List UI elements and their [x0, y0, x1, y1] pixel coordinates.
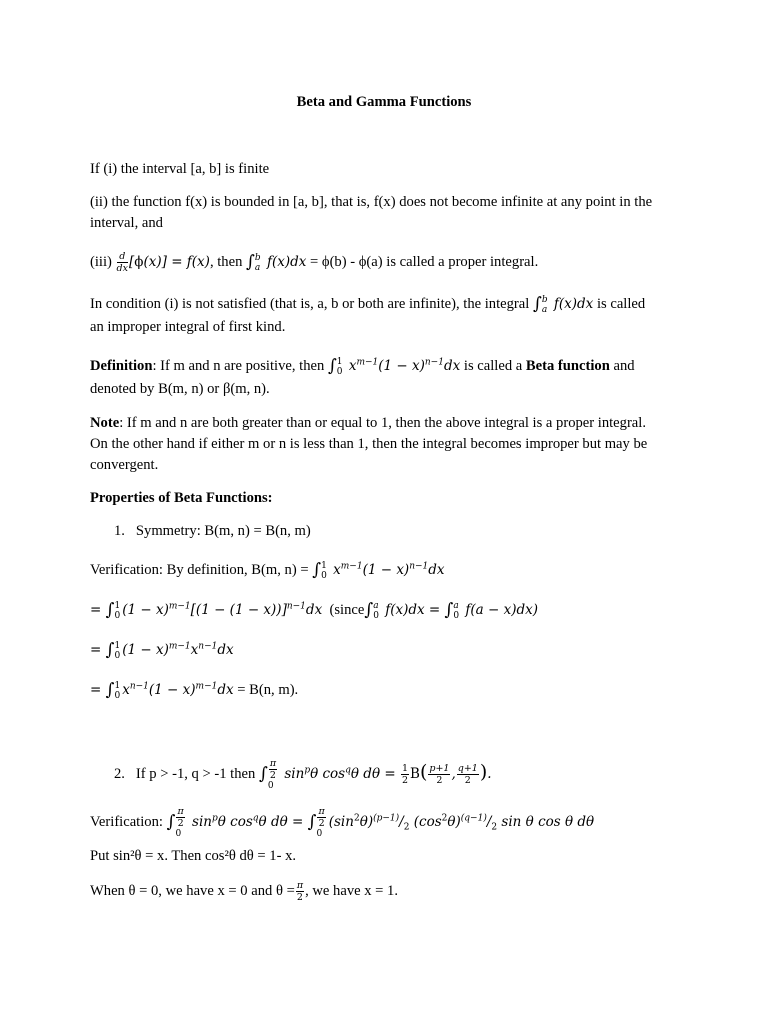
note-line-3: convergent.	[90, 457, 159, 473]
property-integral: ∫ a 0 f(x)dx = ∫ a 0 f(a − x)dx)	[364, 600, 539, 621]
verification-2: Verification: ∫ $\frac{\pi}{2}$ 0 $\sin^p\theta$ $\cos^q\theta$ dθ = ∫ $\frac{\pi}{2}$ 0 $(\sin^2\theta)^{(p-1)}/_2$ $(\cos^2\theta)^{(q-1)}/_2$ sin θ cos θ dθ	[90, 806, 595, 839]
when-line: When θ = 0, we have x = 0 and θ = $\frac{\pi}{2}$ , we have x = 1.	[90, 880, 399, 903]
since-label: (since	[329, 602, 365, 618]
derivative-formula: $\frac{d}{dx}$ [ϕ(x)] = f(x)	[116, 251, 210, 274]
page-title: Beta and Gamma Functions	[296, 94, 472, 110]
verification-1-line-1: Verification: By definition, B(m, n) = ∫ 1 0 $x^{m-1}(1 - x)^{n-1}dx$	[90, 560, 445, 581]
beta-function-term: Beta function	[525, 358, 610, 374]
verification-1-line-4: = ∫ 1 0 $x^{n-1}(1 - x)^{m-1}dx = B(n$, m).	[90, 680, 299, 701]
condition-1: If (i) the interval [a, b] is finite	[90, 161, 270, 177]
properties-heading: Properties of Beta Functions:	[90, 490, 273, 506]
simplified-integral: = ∫ 1 0 $(1 - x)^{m-1}x^{n-1}dx$	[90, 640, 234, 661]
improper-line-1: In condition (i) is not satisfied (that is, a, b or both are infinite), the integral ∫ b a f(x)dx is called	[90, 294, 646, 315]
put-line: Put sin²θ = x. Then cos²θ dθ = 1- x.	[90, 848, 297, 864]
condition-2-line-2: interval, and	[90, 215, 163, 231]
condition-3-prefix: (iii)	[90, 254, 112, 270]
definition-line-2: denoted by B(m, n) or β(m, n).	[90, 381, 270, 397]
definition-line-1: Definition: If m and n are positive, then ∫ 1 0 $x^{m-1}(1 - x)^{n-1}dx$ is called a Beta function and	[90, 356, 635, 377]
trig-beta-formula: ∫ $\frac{\pi}{2}$ 0 $\sin^p\theta$ $\cos^q\theta$ dθ = $\frac{1}{2}$ B( $\frac{p+1}{2}$ , $\frac{q+1}{2}$ ).	[258, 758, 492, 791]
improper-line-2: an improper integral of first kind.	[90, 319, 286, 335]
verification-2-formula: ∫ $\frac{\pi}{2}$ 0 $\sin^p\theta$ $\cos^q\theta$ dθ = ∫ $\frac{\pi}{2}$ 0 $(\sin^2\theta)^{(p-1)}/_2$ $(\cos^2\theta)^{(q-1)}/_2$ sin θ cos θ dθ	[166, 806, 595, 839]
verification-1-line-3	[90, 639, 234, 661]
note-line-1: Note: If m and n are both greater than or equal to 1, then the above integral is a proper integral.	[90, 415, 646, 431]
condition-2-line-1: (ii) the function f(x) is bounded in [a, b], that is, f(x) does not become infinite at any point in the	[90, 194, 653, 210]
definite-integral-formula: ∫ b a f(x)dx	[246, 252, 307, 273]
beta-integral-formula: ∫ 1 0 $x^{m-1}(1 - x)^{n-1}dx$	[327, 356, 461, 377]
verification-1-line-2	[90, 599, 538, 621]
condition-3	[90, 251, 538, 274]
condition-3-suffix: = ϕ(b) - ϕ(a) is called a proper integral.	[310, 254, 539, 270]
note-line-2: On the other hand if either m or n is less than 1, then the integral becomes improper but may be	[90, 436, 648, 452]
beta-nm-integral: = ∫ 1 0 $x^{n-1}(1 - x)^{m-1}dx$	[90, 680, 234, 701]
definition-label: Definition	[90, 358, 153, 374]
condition-3-then: , then	[209, 254, 243, 270]
improper-integral-formula: ∫ b a f(x)dx	[532, 294, 594, 315]
note-label: Note	[90, 415, 120, 431]
substitution-integral: = ∫ 1 0 $(1 - x)^{m-1}[(1 - (1 - x))]^{n-1}dx$	[90, 600, 323, 621]
property-1: 1. Symmetry: B(m, n) = B(n, m)	[114, 523, 311, 539]
pi-over-2: $\frac{\pi}{2}$	[296, 880, 304, 903]
beta-mn-integral: ∫ 1 0 $x^{m-1}(1 - x)^{n-1}dx$	[312, 560, 445, 581]
property-2: 2. If p > -1, q > -1 then ∫ $\frac{\pi}{2}$ 0 $\sin^p\theta$ $\cos^q\theta$ dθ = $\frac{1}{2}$ B( $\frac{p+1}{2}$ , $\frac{q+1}{2}$ ).	[114, 758, 492, 791]
